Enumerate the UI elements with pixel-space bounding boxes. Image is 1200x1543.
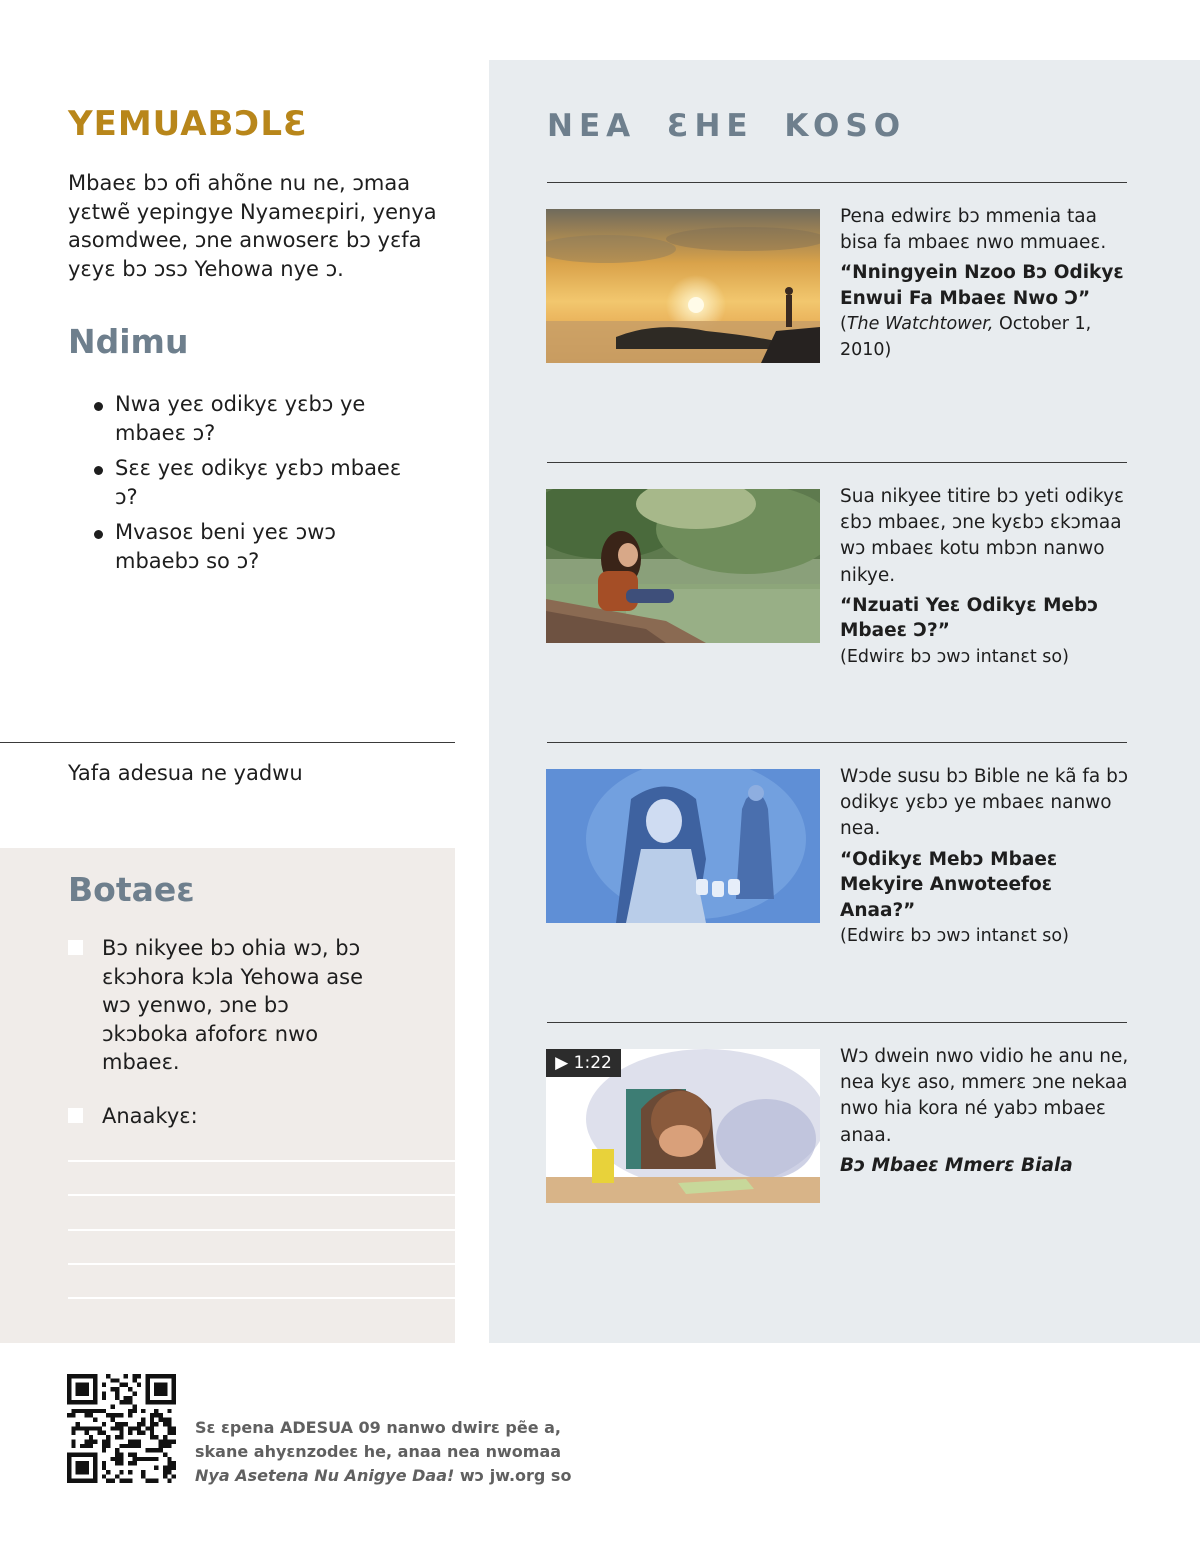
- review-question: Nwa yeɛ odikyɛ yɛbɔ ye mbaeɛ ɔ?: [94, 390, 424, 447]
- review-question-list: [94, 390, 424, 582]
- review-heading: Ndimu: [68, 322, 189, 361]
- goal-heading: Botaeɛ: [68, 870, 195, 909]
- item-source: (The Watchtower, October 1, 2010): [840, 314, 1092, 361]
- writing-line[interactable]: [68, 1194, 455, 1196]
- footer-line: wɔ jw.org so: [454, 1466, 572, 1485]
- item-title-link[interactable]: Bɔ Mbaeɛ Mmerɛ Biala: [840, 1154, 1073, 1176]
- goal-item-other-label: Anaakyɛ:: [102, 1104, 198, 1128]
- item-title-link[interactable]: “Odikyɛ Mebɔ Mbaeɛ Mekyire Anwoteefoɛ Anaa?”: [840, 848, 1058, 921]
- item-intro: Pena edwirɛ bɔ mmenia taa bisa fa mbaeɛ nwo mmuaeɛ.: [840, 206, 1107, 254]
- woman-by-lake-image[interactable]: [546, 489, 820, 643]
- item-divider: [547, 742, 1127, 743]
- item-description: [840, 204, 1130, 363]
- item-source: (Edwirɛ bɔ ɔwɔ intanɛt so): [840, 646, 1069, 667]
- item-divider: [547, 462, 1127, 463]
- goal-checklist-item[interactable]: [68, 934, 368, 1077]
- writing-line[interactable]: [68, 1297, 455, 1299]
- progress-text: Yafa adesua ne yadwu: [68, 761, 303, 785]
- footer-line: Sɛ ɛpena ADESUA 09 nanwo dwirɛ pẽe a,: [195, 1418, 561, 1437]
- checkbox[interactable]: [68, 940, 83, 955]
- footer-note: [195, 1416, 615, 1488]
- explore-more-heading: NEA ƐHE KOSO: [547, 108, 907, 144]
- goal-item-text: Bɔ nikyee bɔ ohia wɔ, bɔ ɛkɔhora kɔla Yehowa ase wɔ yenwo, ɔne bɔ ɔkɔboka afoforɛ nwo mbaeɛ.: [102, 936, 364, 1075]
- item-description: [840, 764, 1130, 949]
- item-divider: [547, 1022, 1127, 1023]
- footer-line: skane ahyɛnzodeɛ he, anaa nea nwomaa: [195, 1442, 562, 1461]
- video-duration-badge[interactable]: ▶ 1:22: [546, 1049, 621, 1077]
- item-intro: Sua nikyee titire bɔ yeti odikyɛ ɛbɔ mbaeɛ, ɔne kyɛbɔ ɛkɔmaa wɔ mbaeɛ kotu mbɔn nanwo nikye.: [840, 486, 1125, 586]
- review-question: Sɛɛ yeɛ odikyɛ yɛbɔ mbaeɛ ɔ?: [94, 454, 424, 511]
- writing-line[interactable]: [68, 1160, 455, 1162]
- checkbox[interactable]: [68, 1108, 83, 1123]
- item-description: [840, 1044, 1130, 1178]
- goal-box: [0, 848, 455, 1343]
- item-intro: Wɔ dwein nwo vidio he anu ne, nea kyɛ aso, mmerɛ ɔne nekaa nwo hia kora né yabɔ mbaeɛ anaa.: [840, 1046, 1129, 1146]
- summary-text: Mbaeɛ bɔ ofi ahõne nu ne, ɔmaa yɛtwẽ yepingye Nyameɛpiri, yenya asomdwee, ɔne anwoserɛ bɔ yɛfa yɛyɛ bɔ ɔsɔ Yehowa nye ɔ.: [68, 171, 437, 282]
- review-question: Mvasoɛ beni yeɛ ɔwɔ mbaebɔ so ɔ?: [94, 518, 424, 575]
- item-divider: [547, 182, 1127, 183]
- goal-checklist-item-other[interactable]: [68, 1102, 368, 1131]
- item-title-link[interactable]: “Nzuati Yeɛ Odikyɛ Mebɔ Mbaeɛ Ɔ?”: [840, 594, 1099, 642]
- item-intro: Wɔde susu bɔ Bible ne kã fa bɔ odikyɛ yɛbɔ ye mbaeɛ nanwo nea.: [840, 766, 1129, 840]
- book-title-link[interactable]: Nya Asetena Nu Anigye Daa!: [195, 1466, 455, 1485]
- item-description: [840, 484, 1130, 670]
- summary-heading: YEMUABƆLƐ: [68, 104, 308, 144]
- section-divider: [0, 742, 455, 743]
- writing-line[interactable]: [68, 1263, 455, 1265]
- woman-praying-to-statue-image[interactable]: [546, 769, 820, 923]
- item-title-link[interactable]: “Nningyein Nzoo Bɔ Odikyɛ Enwui Fa Mbaeɛ Nwo Ɔ”: [840, 262, 1124, 309]
- item-source: (Edwirɛ bɔ ɔwɔ intanɛt so): [840, 926, 1069, 947]
- writing-line[interactable]: [68, 1229, 455, 1231]
- qr-code-icon[interactable]: [67, 1374, 176, 1483]
- sunset-woman-image[interactable]: [546, 209, 820, 363]
